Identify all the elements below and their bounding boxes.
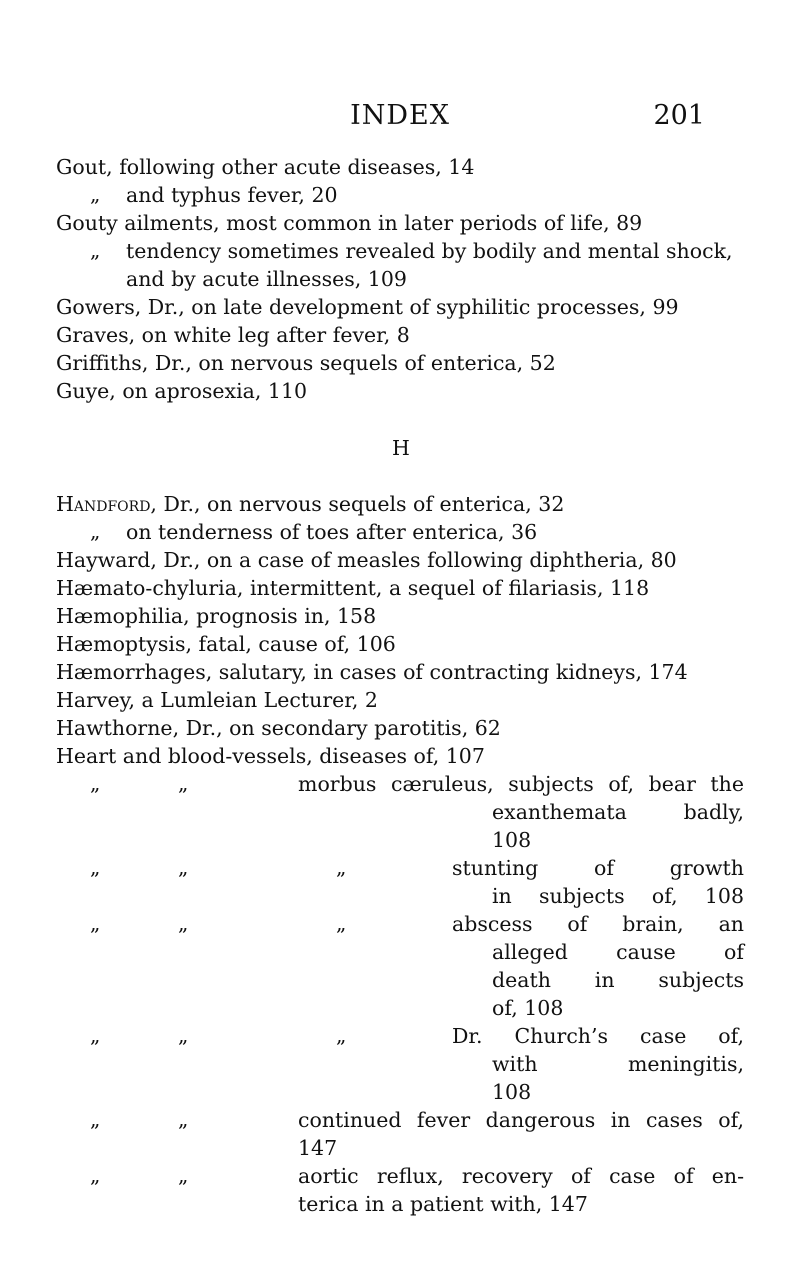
entry-abscess-line4: of, 108: [492, 996, 564, 1020]
entry-harvey: Harvey, a Lumleian Lecturer, 2: [56, 688, 378, 712]
entry-church-line1: Dr. Church’s case of,: [452, 1024, 744, 1048]
entry-handford-text: , Dr., on nervous sequels of enterica, 32: [150, 492, 565, 516]
page-title: INDEX: [350, 100, 450, 131]
ditto-mark: „: [178, 1107, 189, 1131]
entry-abscess-line1: abscess of brain, an: [452, 912, 744, 936]
entry-church-line2: with meningitis,: [492, 1052, 744, 1076]
ditto-mark: „: [336, 911, 347, 935]
page-number: 201: [653, 100, 705, 131]
ditto-mark: „: [90, 1163, 101, 1187]
ditto-mark: „: [90, 1023, 101, 1047]
entry-gowers: Gowers, Dr., on late development of syphilitic processes, 99: [56, 295, 679, 319]
section-letter: H: [392, 436, 410, 460]
ditto-mark: „: [178, 855, 189, 879]
entry-gout-typhus: and typhus fever, 20: [126, 183, 338, 207]
entry-haemorrhages: Hæmorrhages, salutary, in cases of contracting kidneys, 174: [56, 660, 688, 684]
entry-gouty: Gouty ailments, most common in later periods of life, 89: [56, 211, 643, 235]
entry-griffiths: Griffiths, Dr., on nervous sequels of enterica, 52: [56, 351, 556, 375]
entry-handford-name: Handford: [56, 492, 151, 516]
entry-aortic-line1: aortic reflux, recovery of case of en-: [298, 1164, 744, 1188]
ditto-mark: „: [90, 855, 101, 879]
entry-fever-line1: continued fever dangerous in cases of,: [298, 1108, 744, 1132]
entry-hawthorne: Hawthorne, Dr., on secondary parotitis, 62: [56, 716, 501, 740]
entry-aortic-line2: terica in a patient with, 147: [298, 1192, 588, 1216]
entry-fever-line2: 147: [298, 1136, 338, 1160]
entry-handford: [56, 494, 564, 515]
entry-heart: Heart and blood-vessels, diseases of, 107: [56, 744, 485, 768]
ditto-mark: „: [336, 855, 347, 879]
ditto-mark: „: [90, 238, 101, 262]
entry-handford-sub: on tenderness of toes after enterica, 36: [126, 520, 538, 544]
ditto-mark: „: [178, 1023, 189, 1047]
entry-hayward: Hayward, Dr., on a case of measles following diphtheria, 80: [56, 548, 677, 572]
ditto-mark: „: [90, 771, 101, 795]
ditto-mark: „: [90, 1107, 101, 1131]
entry-graves: Graves, on white leg after fever, 8: [56, 323, 410, 347]
ditto-mark: „: [178, 911, 189, 935]
entry-haemoptysis: Hæmoptysis, fatal, cause of, 106: [56, 632, 396, 656]
entry-morbus-line2: exanthemata badly,: [492, 800, 744, 824]
entry-abscess-line3: death in subjects: [492, 968, 744, 992]
entry-guye: Guye, on aprosexia, 110: [56, 379, 308, 403]
ditto-mark: „: [336, 1023, 347, 1047]
ditto-mark: „: [90, 182, 101, 206]
entry-morbus-line1: morbus cæruleus, subjects of, bear the: [298, 772, 744, 796]
entry-abscess-line2: alleged cause of: [492, 940, 744, 964]
entry-morbus-line3: 108: [492, 828, 532, 852]
entry-gout: Gout, following other acute diseases, 14: [56, 155, 475, 179]
ditto-mark: „: [178, 771, 189, 795]
ditto-mark: „: [90, 911, 101, 935]
entry-stunting-line1: stunting of growth: [452, 856, 744, 880]
entry-gouty-tendency: tendency sometimes revealed by bodily and mental shock,: [126, 239, 733, 263]
entry-haemato-chyluria: Hæmato-chyluria, intermittent, a sequel of filariasis, 118: [56, 576, 650, 600]
ditto-mark: „: [178, 1163, 189, 1187]
entry-stunting-line2: in subjects of, 108: [492, 884, 744, 908]
ditto-mark: „: [90, 519, 101, 543]
entry-gouty-tendency-cont: and by acute illnesses, 109: [126, 267, 407, 291]
entry-church-line3: 108: [492, 1080, 532, 1104]
entry-haemophilia: Hæmophilia, prognosis in, 158: [56, 604, 377, 628]
